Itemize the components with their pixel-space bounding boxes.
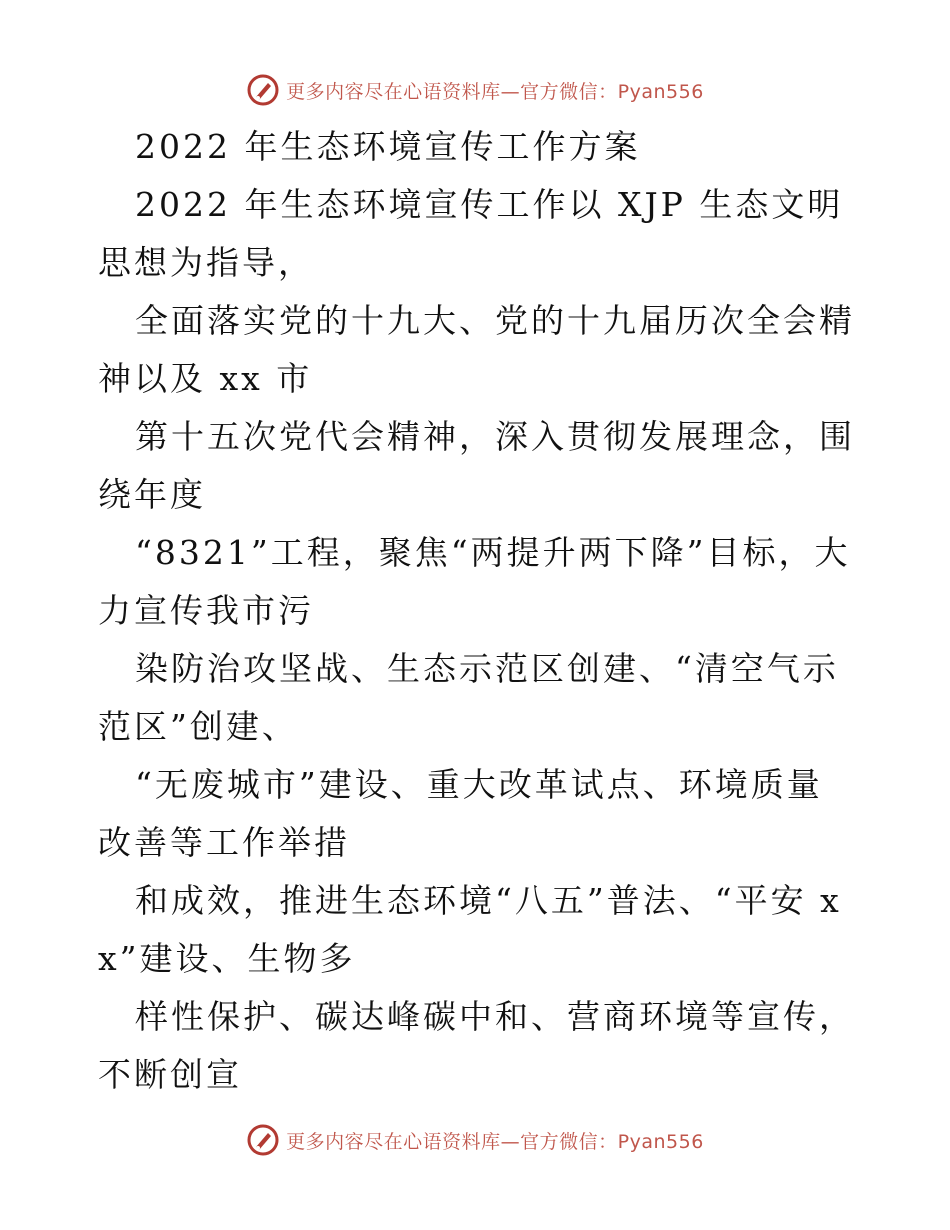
document-body (98, 118, 858, 1104)
paragraph: 2022 年生态环境宣传工作以 XJP 生态文明思想为指导， (98, 185, 844, 282)
paragraph: 样性保护、碳达峰碳中和、营商环境等宣传，不断创宣 (98, 997, 855, 1094)
paragraph: 和成效，推进生态环境“八五”普法、“平安 xx”建设、生物多 (98, 881, 842, 978)
pen-nib-logo-icon (246, 1123, 280, 1157)
pen-nib-logo-icon (246, 73, 280, 107)
header-watermark (0, 70, 950, 110)
watermark-text: 更多内容尽在心语资料库—官方微信：Pyan556 (286, 80, 704, 103)
footer-watermark (0, 1120, 950, 1160)
paragraph: “8321”工程，聚焦“两提升两下降”目标，大力宣传我市污 (98, 533, 851, 630)
paragraph: “无废城市”建设、重大改革试点、环境质量改善等工作举措 (98, 765, 823, 862)
paragraph: 染防治攻坚战、生态示范区创建、“清空气示范区”创建、 (98, 649, 839, 746)
paragraph: 全面落实党的十九大、党的十九届历次全会精神以及 xx 市 (98, 301, 855, 398)
document-title: 2022 年生态环境宣传工作方案 (135, 127, 641, 166)
paragraph: 第十五次党代会精神，深入贯彻发展理念，围绕年度 (98, 417, 855, 514)
watermark-text: 更多内容尽在心语资料库—官方微信：Pyan556 (286, 1130, 704, 1153)
